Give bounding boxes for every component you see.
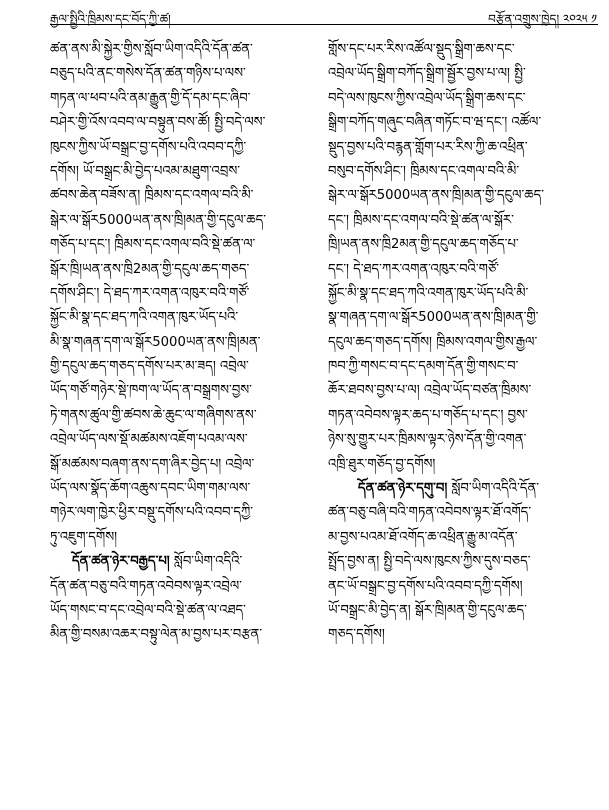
text-line: སྒོར་ཁྲི།ཡན་ནས་ཁྲི2མན་གྱི་དངུལ་ཆད་གཅད་ xyxy=(50,261,250,277)
text-line: གཅོད་པ་དང་། ཁྲིམས་དང་འགལ་བའི་སྡེ་ཚན་ལ་ xyxy=(50,237,256,253)
text-line: སྒོ་མཚམས་བཞག་ནས་དག་ཞིར་བྱེད་པ། འབྲེལ་ xyxy=(50,456,255,472)
text-line: དགོས་ཤིང་། དེ་ཐད་ཀར་འགན་འཁུར་བའི་གཙོ་ xyxy=(50,285,250,301)
text-line: གཉེར་ལག་ཁྱེར་ཕྱིར་བསྡུ་དགོས་པའི་འབབ་དཀྱི་ xyxy=(50,505,254,521)
text-line: ཚབས་ཆེན་བཟོས་ན། ཁྲིམས་དང་འགལ་བའི་མི་ xyxy=(50,188,254,204)
article-28-heading: དོན་ཚན་ཉེར་བརྒྱད་པ། xyxy=(72,554,170,570)
text-line: སྒྲིག་བཀོད་གཞུང་བཞིན་གཏོང་བ་ཝ་དང་། འཚོལ་ xyxy=(328,115,542,131)
text-line: སྒེར་ལ་སྒོར5000ཡན་ནས་ཁྲི།མན་གྱི་དངུལ་ཆད་ xyxy=(50,212,266,228)
text-line: ཡོད་གསང་བ་དང་འབྲེལ་བའི་སྡེ་ཚན་ལ་འཐད་ xyxy=(50,602,246,618)
text-line: འབྲེལ་ཡོད་ལས་སྡོ་མཚམས་འཇོག་པའམ་ལས་ xyxy=(50,432,248,448)
text-line: ཡོ་བསྒྲང་མི་བྱེད་ན། སྒོར་ཁྲི།མན་གྱི་དངུལ་ཆད་ xyxy=(328,602,527,618)
text-line: ཉེས་སུ་གྱུར་པར་ཁྲིམས་ལྟར་ཉེས་དོན་གྱི་འགན་ xyxy=(328,432,527,448)
text-line: སྡུད་བྱས་པའི་བརྙན་གློག་པར་རིས་ཀྱི་ཆ་འཕྲིན་ xyxy=(328,139,528,155)
text-line: གློས་དང་པར་རིས་འཚོལ་སྡུད་སྒྲིག་ཆས་དང་ xyxy=(328,42,515,57)
article-29-heading: དོན་ཚན་ཉེར་དགུ་བ། xyxy=(358,481,448,497)
text-line: སྐྱོང་མི་སྣ་དང་ཐད་ཀའི་འགན་ཁུར་ཡོད་པའི་མི་ xyxy=(328,285,529,301)
running-title: རྒྱལ་སྤྱིའི་ཁྲིམས་དང་བོད་ཀྱི་ཚ། xyxy=(50,12,171,26)
text-line: མིན་གྱི་བསམ་འཆར་བསྟུ་ལེན་མ་བྱས་པར་བརྩན་ xyxy=(50,627,263,643)
text-line: ཡོད་ལས་སྣོད་ཆོག་འཆུས་དབང་ཡིག་གམ་ལས་ xyxy=(50,481,251,497)
text-line: སྒེར་ལ་སྒོར5000ཡན་ནས་ཁྲི།མན་གྱི་དངུལ་ཆད་ xyxy=(328,188,544,204)
text-line: ཁྲི།ཡན་ནས་ཁྲི2མན་གྱི་དངུལ་ཆད་གཅོད་པ་ xyxy=(328,237,519,253)
text-line: ཁུངས་ཀྱིས་ཡོ་བསྒྲང་བྱ་དགོས་པའི་འབབ་དཀྱི་ xyxy=(50,139,247,155)
text-line: གྱི་དངུལ་ཆད་གཅད་དགོས་པར་མ་ཟད། འབྲེལ་ xyxy=(50,359,249,375)
journal-issue: བརྩོན་འགྲུས་ཁྱེད། ༢༠༢༥ ༡ xyxy=(488,12,597,26)
text-line: གཏན་ལ་ཕབ་པའི་ནམ་རྒྱུན་གྱི་དོ་དམ་དང་ཞིབ་ xyxy=(50,90,251,106)
left-column xyxy=(50,38,308,798)
text-line: བསུབ་དགོས་ཤིང་། ཁྲིམས་དང་འགལ་བའི་མི་ xyxy=(328,163,520,179)
text-line: ནང་ཡོ་བསྒྲང་བྱ་དགོས་པའི་འབབ་དཀྱི་དགོས། xyxy=(328,578,523,594)
text-line: གཏན་འབེབས་ལྟར་ཆད་པ་གཅོད་པ་དང་། བྱས་ xyxy=(328,407,528,423)
article-28-lead: སློབ་ཡིག་འདིའི་ xyxy=(173,554,243,570)
text-line: དགོས། ཡོ་བསྒྲང་མི་བྱེད་པའམ་མཐུག་འབྲས་ xyxy=(50,163,240,179)
text-line: བཤེར་གྱི་འོས་འབབ་ལ་བསྟུན་བས་ཚོ། སྤྱི་བདེ་ལས་ xyxy=(50,115,266,131)
text-line: སྤྲོད་བྱས་ན། སྤྱི་བདེ་ལས་ཁུངས་ཀྱིས་དུས་བཅད་ xyxy=(328,554,531,570)
text-line: འབྲེལ་ཡོད་སྒྲིག་བཀོད་སྒྲིག་སྦྱོར་བྱས་པ་ལ། སྤྱི་ xyxy=(328,66,526,82)
right-column xyxy=(328,38,590,798)
text-line: བདེ་ལས་ཁུངས་ཀྱིས་འབྲེལ་ཡོད་སྒྲིག་ཆས་དང་ xyxy=(328,90,526,106)
text-line: དང་། ཁྲིམས་དང་འགལ་བའི་སྡེ་ཚན་ལ་སྒོར་ xyxy=(328,212,514,228)
text-line: ཚན་ནས་མི་སྐྱེར་གྱིས་སློབ་ཡིག་འདིའི་དོན་ཚན་ xyxy=(50,42,253,57)
text-line: ཆོར་ཐབས་བྱས་པ་ལ། འབྲེལ་ཡོད་བཙན་ཁྲིམས་ xyxy=(328,383,532,399)
text-line: གཅད་དགོས། xyxy=(328,627,385,643)
article-28-line xyxy=(50,550,308,574)
text-line: སྣ་གཞན་དག་ལ་སྒོར5000ཡན་ནས་ཁྲི།མན་གྱི་ xyxy=(328,310,539,326)
text-line: དངུལ་ཆད་གཅད་དགོས། ཁྲིམས་འགལ་གྱིས་རྒྱལ་ xyxy=(328,334,538,350)
text-line: ཁབ་ཀྱི་གསང་བ་དང་དམག་དོན་གྱི་གསང་བ་ xyxy=(328,359,519,375)
text-line: ཚན་བཅུ་བཞི་བའི་གཏན་འབེབས་ལྟར་ཐོ་འགོད་ xyxy=(328,505,532,521)
text-line: དོན་ཚན་བཅུ་བའི་གཏན་འབེབས་ལྟར་འབྲེལ་ xyxy=(50,578,242,594)
text-line: ཏུ་འཇུག་དགོས། xyxy=(50,529,118,545)
text-line: ཡོད་གཙོ་གཉེར་སྡེ་ཁག་ལ་ཡོད་ན་བསྒྲགས་བྱས་ xyxy=(50,383,252,399)
article-29-line xyxy=(328,477,590,501)
page-header xyxy=(0,0,609,30)
text-line: བཅུད་པའི་ནང་གསེས་དོན་ཚན་གཉིས་པ་ལས་ xyxy=(50,66,246,82)
text-line: སྐྱོང་མི་སྣ་དང་ཐད་ཀའི་འགན་ཁུར་ཡོད་པའི་ xyxy=(50,310,239,326)
text-line: འཁྲི་ཐུར་གཅོད་བྱ་དགོས། xyxy=(328,456,436,472)
header-rule xyxy=(50,24,598,25)
text-line: ཏེ་གནས་ཚུལ་གྱི་ཚབས་ཆེ་ཆུང་ལ་གཞིགས་ནས་ xyxy=(50,407,257,423)
text-line: མ་བྱས་པའམ་ཐོ་འགོད་ཆ་འཕྲིན་རྒྱུ་མ་འདོན་ xyxy=(328,529,518,545)
text-line: དང་། དེ་ཐད་ཀར་འགན་འཁུར་བའི་གཙོ་ xyxy=(328,261,500,277)
text-line: མི་སྣ་གཞན་དག་ལ་སྒོར5000ཡན་ནས་ཁྲི།མན་ xyxy=(50,334,261,350)
article-29-lead: སློབ་ཡིག་འདིའི་དོན་ xyxy=(451,481,540,497)
